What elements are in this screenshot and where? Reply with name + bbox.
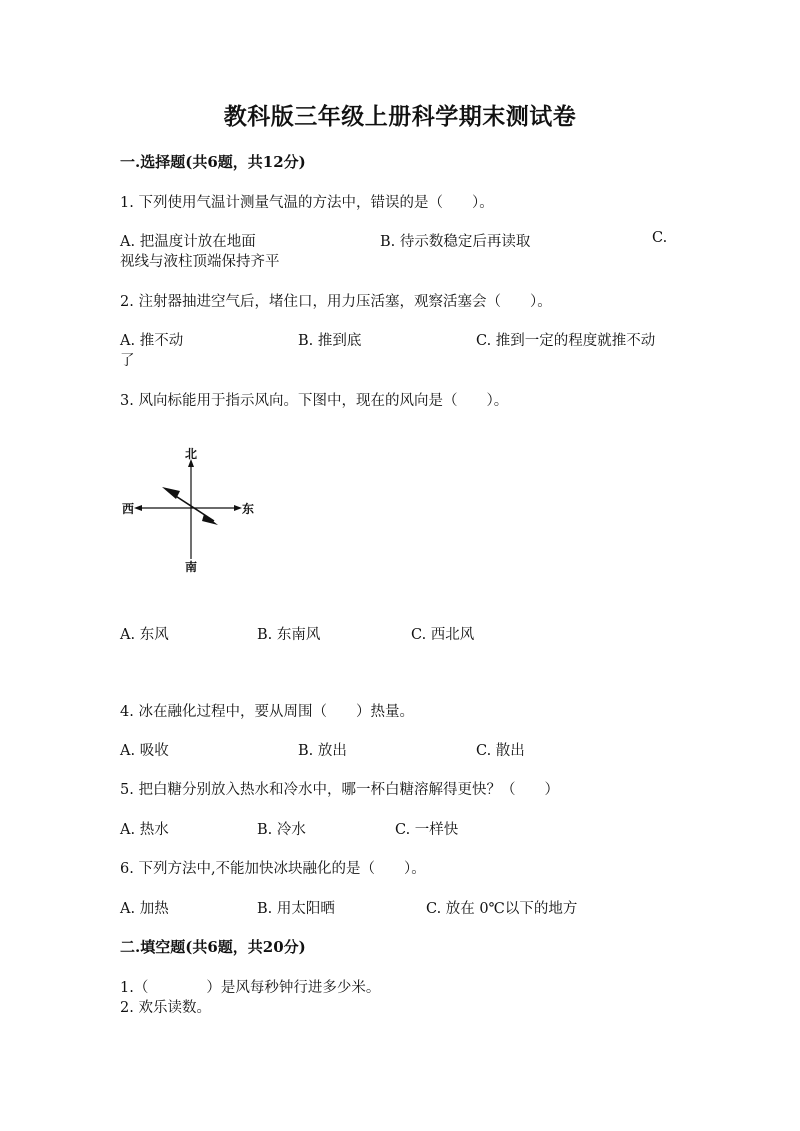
label-east: 东 (242, 502, 255, 516)
section-heading-choice: 一.选择题(共6题，共12分) (120, 153, 306, 171)
q2-option-b: B. 推到底 (298, 333, 362, 349)
fill-question-1: 1.（ ）是风每秒钟行进多少米。 (120, 980, 381, 996)
question-6: 6. 下列方法中,不能加快冰块融化的是（ ）。 (120, 861, 426, 877)
q4-option-b: B. 放出 (298, 743, 347, 759)
q6-option-a: A. 加热 (120, 901, 169, 917)
question-4: 4. 冰在融化过程中，要从周围（ ）热量。 (120, 704, 414, 720)
wind-vane-figure (118, 447, 268, 577)
vane-pointer (202, 514, 218, 525)
q1-option-c-text: 视线与液柱顶端保持齐平 (120, 254, 280, 270)
question-3: 3. 风向标能用于指示风向。下图中，现在的风向是（ ）。 (120, 393, 509, 409)
q1-option-a: A. 把温度计放在地面 (120, 234, 256, 250)
east-arrowhead (234, 505, 242, 511)
q3-option-b: B. 东南风 (257, 627, 321, 643)
q6-option-b: B. 用太阳晒 (257, 901, 335, 917)
q5-option-c: C. 一样快 (395, 822, 459, 838)
q2-option-a: A. 推不动 (120, 333, 184, 349)
label-west: 西 (122, 502, 135, 516)
q4-option-c: C. 散出 (476, 743, 525, 759)
fill-question-2: 2. 欢乐读数。 (120, 1000, 211, 1016)
question-2: 2. 注射器抽进空气后，堵住口，用力压活塞，观察活塞会（ ）。 (120, 294, 552, 310)
q3-option-c: C. 西北风 (411, 627, 475, 643)
q5-option-a: A. 热水 (120, 822, 169, 838)
q6-option-c: C. 放在 0℃以下的地方 (426, 901, 578, 917)
q1-option-b: B. 待示数稳定后再读取 (380, 234, 531, 250)
q4-option-a: A. 吸收 (120, 743, 169, 759)
question-1: 1. 下列使用气温计测量气温的方法中，错误的是（ ）。 (120, 195, 494, 211)
west-arrowhead (134, 505, 142, 511)
q2-option-c: C. 推到一定的程度就推不动 (476, 333, 656, 349)
question-5: 5. 把白糖分别放入热水和冷水中，哪一杯白糖溶解得更快？（ ） (120, 782, 559, 798)
q5-option-b: B. 冷水 (257, 822, 306, 838)
label-north: 北 (185, 447, 198, 461)
section-heading-fill: 二.填空题(共6题，共20分) (120, 938, 306, 956)
q3-option-a: A. 东风 (120, 627, 169, 643)
label-south: 南 (185, 560, 198, 574)
q2-option-c-wrap: 了 (120, 353, 135, 369)
page-title: 教科版三年级上册科学期末测试卷 (223, 103, 577, 130)
q1-option-c: C. (652, 230, 668, 246)
